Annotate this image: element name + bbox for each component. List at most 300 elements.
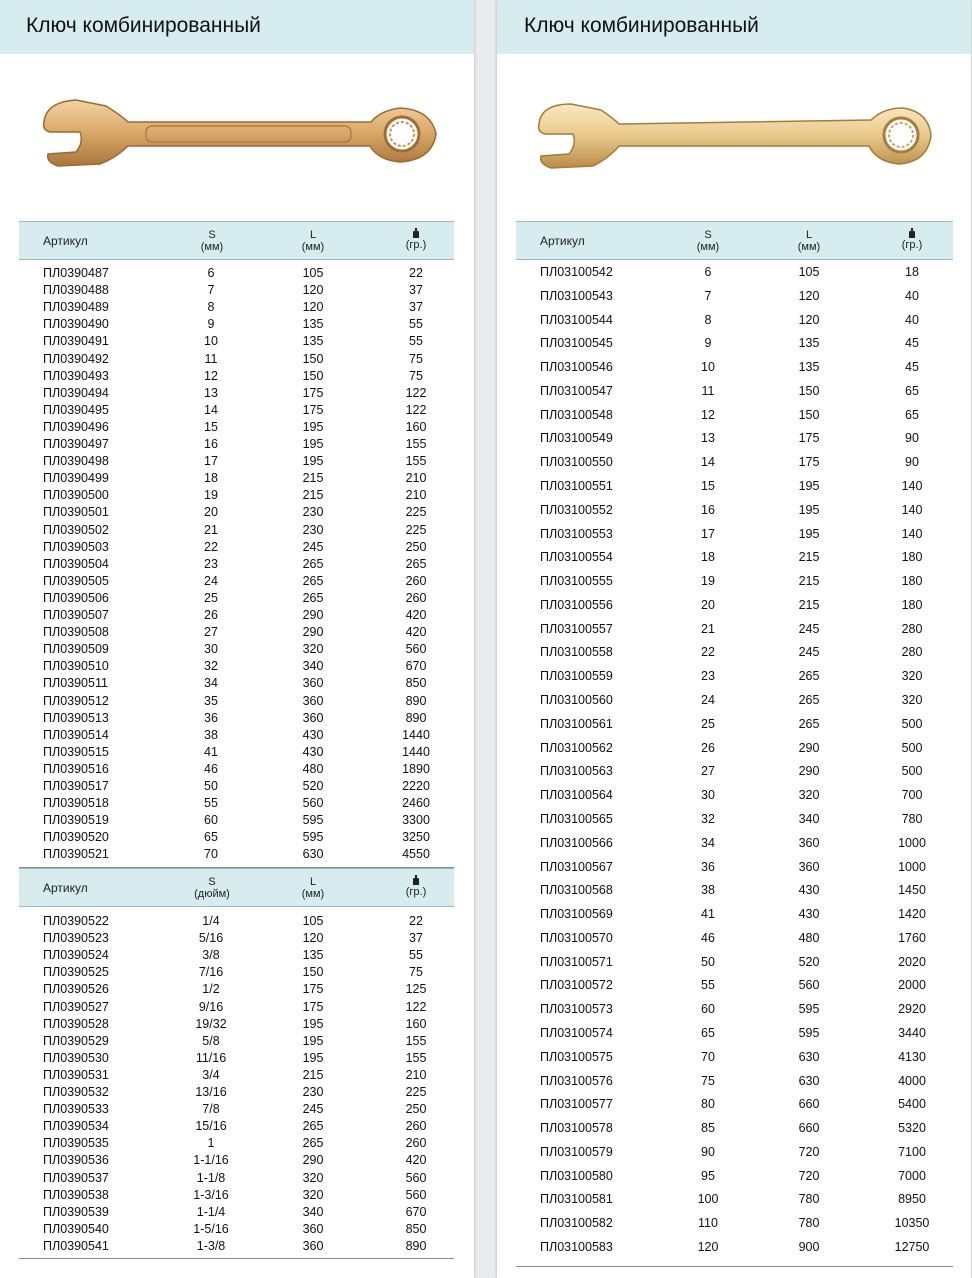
article-cell: ПЛ03100562 xyxy=(540,740,613,755)
size-s-cell: 17 xyxy=(701,526,715,541)
header-l-unit: (мм) xyxy=(301,240,325,253)
header-l-label: L xyxy=(309,875,317,888)
length-l-cell: 265 xyxy=(798,669,820,684)
article-cell: ПЛ0390498 xyxy=(43,454,109,469)
size-s-cell: 13 xyxy=(204,385,218,400)
article-cell: ПЛ0390528 xyxy=(43,1016,109,1031)
size-s-cell: 70 xyxy=(701,1049,715,1064)
length-l-cell: 780 xyxy=(798,1192,820,1207)
length-l-cell: 195 xyxy=(302,454,324,469)
size-s-cell: 5/16 xyxy=(198,931,224,946)
header-s-label: S xyxy=(704,228,712,241)
weight-cell: 420 xyxy=(405,608,427,622)
size-s-cell: 7 xyxy=(704,288,712,303)
length-l-cell: 290 xyxy=(302,608,324,622)
article-cell: ПЛ0390490 xyxy=(43,317,109,332)
length-l-cell: 480 xyxy=(302,761,324,776)
article-cell: ПЛ03100548 xyxy=(540,407,613,422)
article-cell: ПЛ0390541 xyxy=(43,1238,109,1253)
weight-cell: 122 xyxy=(405,999,427,1014)
weight-cell: 1890 xyxy=(402,761,430,776)
article-cell: ПЛ0390537 xyxy=(43,1170,109,1185)
article-cell: ПЛ0390518 xyxy=(43,796,109,811)
weight-cell: 4000 xyxy=(898,1073,926,1088)
length-l-cell: 265 xyxy=(302,590,324,605)
size-s-cell: 10 xyxy=(701,360,715,375)
length-l-cell: 265 xyxy=(302,573,324,588)
weight-cell: 260 xyxy=(405,1136,427,1151)
article-cell: ПЛ03100583 xyxy=(540,1239,613,1254)
length-l-cell: 245 xyxy=(302,1102,324,1117)
size-s-cell: 38 xyxy=(204,727,218,742)
size-s-cell: 10 xyxy=(204,334,218,349)
weight-cell: 1440 xyxy=(402,744,430,759)
weight-cell: 320 xyxy=(901,693,923,708)
header-l-label: L xyxy=(309,228,317,241)
length-l-cell: 215 xyxy=(302,1067,324,1082)
article-cell: ПЛ0390539 xyxy=(43,1204,109,1219)
title-bar xyxy=(497,0,971,54)
size-s-cell: 7/8 xyxy=(202,1102,220,1117)
header-s-label: S xyxy=(208,875,216,888)
weight-cell: 780 xyxy=(901,811,923,826)
weight-cell: 90 xyxy=(905,455,919,470)
weight-cell: 75 xyxy=(409,368,423,383)
article-cell: ПЛ0390513 xyxy=(43,710,109,725)
length-l-cell: 135 xyxy=(798,360,820,375)
article-cell: ПЛ03100543 xyxy=(540,288,613,303)
weight-cell: 180 xyxy=(901,597,923,612)
length-l-cell: 430 xyxy=(302,727,324,742)
weight-cell: 140 xyxy=(901,502,923,517)
article-cell: ПЛ0390517 xyxy=(43,779,109,793)
weight-cell: 2460 xyxy=(402,796,430,811)
size-s-cell: 20 xyxy=(204,505,218,520)
size-s-cell: 41 xyxy=(701,907,715,922)
size-s-cell: 1 xyxy=(207,1136,215,1151)
article-cell: ПЛ0390523 xyxy=(43,931,109,946)
length-l-cell: 175 xyxy=(302,385,324,400)
weight-cell: 420 xyxy=(405,625,427,640)
weight-cell: 4130 xyxy=(898,1049,926,1064)
article-cell: ПЛ03100576 xyxy=(540,1073,613,1088)
article-cell: ПЛ03100565 xyxy=(540,811,613,826)
length-l-cell: 360 xyxy=(302,676,324,691)
size-s-cell: 8 xyxy=(207,300,215,315)
weight-cell: 890 xyxy=(405,693,427,708)
weight-cell: 140 xyxy=(901,526,923,541)
weight-cell: 125 xyxy=(405,982,427,997)
size-s-cell: 1-1/4 xyxy=(196,1204,226,1219)
size-s-cell: 65 xyxy=(701,1025,715,1040)
length-l-cell: 340 xyxy=(798,811,820,826)
weight-cell: 8950 xyxy=(898,1192,926,1207)
length-l-cell: 150 xyxy=(798,407,820,422)
size-s-cell: 55 xyxy=(204,796,218,811)
article-cell: ПЛ0390510 xyxy=(43,659,109,674)
weight-cell: 10350 xyxy=(894,1216,930,1231)
article-cell: ПЛ0390508 xyxy=(43,625,109,640)
size-s-cell: 70 xyxy=(204,847,218,862)
size-s-cell: 16 xyxy=(701,502,715,517)
article-cell: ПЛ0390535 xyxy=(43,1136,109,1151)
length-l-cell: 150 xyxy=(302,368,324,383)
weight-cell: 55 xyxy=(409,334,423,349)
size-s-cell: 36 xyxy=(701,859,715,874)
length-l-cell: 480 xyxy=(798,930,820,945)
article-cell: ПЛ03100566 xyxy=(540,835,613,850)
article-cell: ПЛ03100547 xyxy=(540,383,613,398)
length-l-cell: 290 xyxy=(798,764,820,779)
size-s-cell: 24 xyxy=(701,693,715,708)
length-l-cell: 290 xyxy=(302,1153,324,1168)
header-weight xyxy=(892,222,932,259)
weight-cell: 1000 xyxy=(898,859,926,874)
length-l-cell: 120 xyxy=(302,283,324,298)
length-l-cell: 720 xyxy=(798,1168,820,1183)
weight-cell: 155 xyxy=(405,437,427,451)
weight-cell: 890 xyxy=(405,1238,427,1253)
size-s-cell: 18 xyxy=(204,471,218,486)
article-cell: ПЛ0390532 xyxy=(43,1085,109,1099)
combination-wrench-image xyxy=(531,96,933,176)
size-s-cell: 46 xyxy=(204,761,218,776)
weight-cell: 850 xyxy=(405,676,427,691)
article-cell: ПЛ0390519 xyxy=(43,813,109,828)
table-bottom-rule xyxy=(19,1258,454,1259)
length-l-cell: 290 xyxy=(302,625,324,640)
article-cell: ПЛ03100561 xyxy=(540,716,613,731)
weight-cell: 225 xyxy=(405,522,427,537)
article-cell: ПЛ0390520 xyxy=(43,830,109,845)
article-cell: ПЛ0390516 xyxy=(43,761,109,776)
article-cell: ПЛ0390491 xyxy=(43,334,109,349)
article-cell: ПЛ0390492 xyxy=(43,351,109,366)
weight-cell: 2220 xyxy=(402,779,430,793)
size-s-cell: 16 xyxy=(204,437,218,451)
article-cell: ПЛ0390540 xyxy=(43,1221,109,1236)
article-cell: ПЛ0390497 xyxy=(43,437,109,451)
length-l-cell: 105 xyxy=(302,266,324,280)
size-s-cell: 20 xyxy=(701,597,715,612)
article-cell: ПЛ0390493 xyxy=(43,368,109,383)
weight-cell: 1420 xyxy=(898,907,926,922)
header-l-label: L xyxy=(805,228,813,241)
weight-cell: 3250 xyxy=(402,830,430,845)
size-s-cell: 36 xyxy=(204,710,218,725)
length-l-cell: 195 xyxy=(798,502,820,517)
length-l-cell: 630 xyxy=(798,1049,820,1064)
weight-cell: 260 xyxy=(405,1119,427,1134)
length-l-cell: 215 xyxy=(302,471,324,486)
size-s-cell: 27 xyxy=(204,625,218,640)
size-s-cell: 19/32 xyxy=(195,1016,227,1031)
article-cell: ПЛ0390522 xyxy=(43,914,109,928)
length-l-cell: 195 xyxy=(302,437,324,451)
article-cell: ПЛ0390501 xyxy=(43,505,109,520)
size-s-cell: 1-1/8 xyxy=(196,1170,226,1185)
header-l-unit: (мм) xyxy=(301,887,325,900)
weight-cell: 2920 xyxy=(898,1002,926,1017)
weight-cell: 260 xyxy=(405,573,427,588)
weight-cell: 2000 xyxy=(898,978,926,993)
article-cell: ПЛ0390514 xyxy=(43,727,109,742)
article-cell: ПЛ03100560 xyxy=(540,693,613,708)
weight-cell: 65 xyxy=(905,407,919,422)
length-l-cell: 265 xyxy=(798,693,820,708)
weight-cell: 265 xyxy=(405,556,427,571)
article-cell: ПЛ03100581 xyxy=(540,1192,613,1207)
length-l-cell: 105 xyxy=(798,265,820,279)
length-l-cell: 660 xyxy=(798,1121,820,1136)
product-title: Ключ комбинированный xyxy=(524,14,759,37)
length-l-cell: 265 xyxy=(302,1119,324,1134)
size-s-cell: 17 xyxy=(204,454,218,469)
article-cell: ПЛ0390521 xyxy=(43,847,109,862)
size-s-cell: 22 xyxy=(204,539,218,554)
size-s-cell: 85 xyxy=(701,1121,715,1136)
article-cell: ПЛ0390538 xyxy=(43,1187,109,1202)
length-l-cell: 520 xyxy=(798,954,820,969)
size-s-cell: 14 xyxy=(204,402,218,417)
article-cell: ПЛ0390504 xyxy=(43,556,109,571)
article-cell: ПЛ0390505 xyxy=(43,573,109,588)
article-cell: ПЛ03100554 xyxy=(540,550,613,565)
size-s-cell: 6 xyxy=(207,266,215,280)
article-cell: ПЛ0390500 xyxy=(43,488,109,503)
weight-cell: 55 xyxy=(409,317,423,332)
table-header xyxy=(19,221,454,260)
weight-cell: 160 xyxy=(405,1016,427,1031)
header-s xyxy=(192,222,232,259)
article-cell: ПЛ03100556 xyxy=(540,597,613,612)
weight-cell: 210 xyxy=(405,488,427,503)
size-s-cell: 41 xyxy=(204,744,218,759)
length-l-cell: 430 xyxy=(798,883,820,898)
length-l-cell: 660 xyxy=(798,1097,820,1112)
size-s-cell: 7/16 xyxy=(198,965,224,980)
length-l-cell: 595 xyxy=(302,813,324,828)
weight-cell: 18 xyxy=(905,265,919,279)
length-l-cell: 195 xyxy=(302,1016,324,1031)
length-l-cell: 900 xyxy=(798,1239,820,1254)
size-s-cell: 9 xyxy=(207,317,215,332)
article-cell: ПЛ03100563 xyxy=(540,764,613,779)
article-cell: ПЛ03100579 xyxy=(540,1144,613,1159)
size-s-cell: 18 xyxy=(701,550,715,565)
length-l-cell: 230 xyxy=(302,522,324,537)
weight-cell: 2020 xyxy=(898,954,926,969)
size-s-cell: 26 xyxy=(701,740,715,755)
header-article: Артикул xyxy=(43,880,88,895)
size-s-cell: 25 xyxy=(204,590,218,605)
weight-cell: 22 xyxy=(409,266,423,280)
article-cell: ПЛ03100542 xyxy=(540,265,613,279)
length-l-cell: 360 xyxy=(302,1221,324,1236)
product-panel-left xyxy=(0,0,474,1278)
size-s-cell: 50 xyxy=(204,779,218,793)
length-l-cell: 430 xyxy=(798,907,820,922)
header-s-unit: (мм) xyxy=(696,240,720,253)
header-l xyxy=(293,222,333,259)
product-panel-right xyxy=(497,0,971,1278)
article-cell: ПЛ0390524 xyxy=(43,948,109,963)
length-l-cell: 195 xyxy=(302,1050,324,1065)
length-l-cell: 560 xyxy=(302,796,324,811)
size-s-cell: 19 xyxy=(701,574,715,589)
length-l-cell: 175 xyxy=(302,999,324,1014)
length-l-cell: 215 xyxy=(798,597,820,612)
length-l-cell: 320 xyxy=(302,642,324,657)
size-s-cell: 50 xyxy=(701,954,715,969)
size-s-cell: 21 xyxy=(701,621,715,636)
article-cell: ПЛ03100558 xyxy=(540,645,613,660)
article-cell: ПЛ0390534 xyxy=(43,1119,109,1134)
header-s-unit: (мм) xyxy=(200,240,224,253)
weight-cell: 210 xyxy=(405,471,427,486)
weight-cell: 55 xyxy=(409,948,423,963)
size-s-cell: 12 xyxy=(204,368,218,383)
length-l-cell: 195 xyxy=(798,479,820,494)
size-s-cell: 8 xyxy=(704,312,712,327)
product-title: Ключ комбинированный xyxy=(26,14,261,37)
size-s-cell: 11/16 xyxy=(195,1050,227,1065)
article-cell: ПЛ0390531 xyxy=(43,1067,109,1082)
weight-cell: 3440 xyxy=(898,1025,926,1040)
weight-cell: 155 xyxy=(405,454,427,469)
header-l-unit: (мм) xyxy=(797,240,821,253)
header-s-label: S xyxy=(208,228,216,241)
length-l-cell: 430 xyxy=(302,744,324,759)
length-l-cell: 230 xyxy=(302,505,324,520)
length-l-cell: 120 xyxy=(302,300,324,315)
size-s-cell: 34 xyxy=(701,835,715,850)
article-cell: ПЛ03100559 xyxy=(540,669,613,684)
article-cell: ПЛ0390512 xyxy=(43,693,109,708)
article-cell: ПЛ0390527 xyxy=(43,999,109,1014)
length-l-cell: 120 xyxy=(798,312,820,327)
size-s-cell: 30 xyxy=(701,788,715,803)
weight-cell: 45 xyxy=(905,336,919,351)
weight-cell: 890 xyxy=(405,710,427,725)
table-header xyxy=(516,221,953,260)
weight-cell: 210 xyxy=(405,1067,427,1082)
size-s-cell: 13/16 xyxy=(195,1085,227,1099)
weight-cell: 140 xyxy=(901,479,923,494)
length-l-cell: 360 xyxy=(302,710,324,725)
article-cell: ПЛ03100568 xyxy=(540,883,613,898)
size-s-cell: 15 xyxy=(701,479,715,494)
size-s-cell: 1/4 xyxy=(202,914,220,928)
size-s-cell: 1-3/16 xyxy=(193,1187,229,1202)
article-cell: ПЛ03100570 xyxy=(540,930,613,945)
length-l-cell: 595 xyxy=(798,1025,820,1040)
size-s-cell: 15 xyxy=(204,419,218,434)
article-cell: ПЛ03100573 xyxy=(540,1002,613,1017)
size-s-cell: 27 xyxy=(701,764,715,779)
size-s-cell: 1-1/16 xyxy=(193,1153,229,1168)
header-s xyxy=(688,222,728,259)
size-s-cell: 95 xyxy=(701,1168,715,1183)
length-l-cell: 150 xyxy=(798,383,820,398)
weight-cell: 22 xyxy=(409,914,423,928)
size-s-cell: 32 xyxy=(701,811,715,826)
size-s-cell: 120 xyxy=(697,1239,719,1254)
size-s-cell: 100 xyxy=(697,1192,719,1207)
size-s-cell: 15/16 xyxy=(195,1119,227,1134)
size-s-cell: 30 xyxy=(204,642,218,657)
size-s-cell: 9 xyxy=(704,336,712,351)
article-cell: ПЛ0390525 xyxy=(43,965,109,980)
header-weight-unit: (гр.) xyxy=(405,238,427,251)
size-s-cell: 60 xyxy=(204,813,218,828)
article-cell: ПЛ0390503 xyxy=(43,539,109,554)
weight-cell: 40 xyxy=(905,288,919,303)
length-l-cell: 135 xyxy=(798,336,820,351)
article-cell: ПЛ03100577 xyxy=(540,1097,613,1112)
article-cell: ПЛ0390495 xyxy=(43,402,109,417)
article-cell: ПЛ03100578 xyxy=(540,1121,613,1136)
header-l xyxy=(789,222,829,259)
weight-cell: 7000 xyxy=(898,1168,926,1183)
size-s-cell: 1-3/8 xyxy=(196,1238,226,1253)
article-cell: ПЛ0390488 xyxy=(43,283,109,298)
title-bar xyxy=(0,0,474,54)
article-cell: ПЛ03100552 xyxy=(540,502,613,517)
length-l-cell: 150 xyxy=(302,351,324,366)
weight-cell: 500 xyxy=(901,716,923,731)
article-cell: ПЛ03100582 xyxy=(540,1216,613,1231)
weight-cell: 225 xyxy=(405,505,427,520)
length-l-cell: 245 xyxy=(798,621,820,636)
article-cell: ПЛ03100545 xyxy=(540,336,613,351)
weight-cell: 500 xyxy=(901,740,923,755)
header-article: Артикул xyxy=(43,233,88,248)
length-l-cell: 340 xyxy=(302,659,324,674)
length-l-cell: 195 xyxy=(302,419,324,434)
article-cell: ПЛ03100557 xyxy=(540,621,613,636)
weight-cell: 5320 xyxy=(898,1121,926,1136)
size-s-cell: 12 xyxy=(701,407,715,422)
weight-cell: 560 xyxy=(405,642,427,657)
article-cell: ПЛ0390533 xyxy=(43,1102,109,1117)
article-cell: ПЛ0390502 xyxy=(43,522,109,537)
size-s-cell: 24 xyxy=(204,573,218,588)
weight-cell: 7100 xyxy=(898,1144,926,1159)
length-l-cell: 520 xyxy=(302,779,324,793)
size-s-cell: 1/2 xyxy=(202,982,220,997)
weight-cell: 180 xyxy=(901,550,923,565)
weight-cell: 320 xyxy=(901,669,923,684)
size-s-cell: 7 xyxy=(207,283,215,298)
length-l-cell: 245 xyxy=(798,645,820,660)
article-cell: ПЛ0390536 xyxy=(43,1153,109,1168)
weight-cell: 560 xyxy=(405,1170,427,1185)
size-s-cell: 60 xyxy=(701,1002,715,1017)
header-weight xyxy=(396,222,436,259)
size-s-cell: 34 xyxy=(204,676,218,691)
size-s-cell: 23 xyxy=(701,669,715,684)
size-s-cell: 80 xyxy=(701,1097,715,1112)
weight-cell: 37 xyxy=(409,931,423,946)
weight-cell: 280 xyxy=(901,645,923,660)
weight-cell: 1760 xyxy=(898,930,926,945)
weight-cell: 3300 xyxy=(402,813,430,828)
weight-cell: 5400 xyxy=(898,1097,926,1112)
weight-cell: 670 xyxy=(405,1204,427,1219)
article-cell: ПЛ0390496 xyxy=(43,419,109,434)
weight-cell: 12750 xyxy=(894,1239,930,1254)
